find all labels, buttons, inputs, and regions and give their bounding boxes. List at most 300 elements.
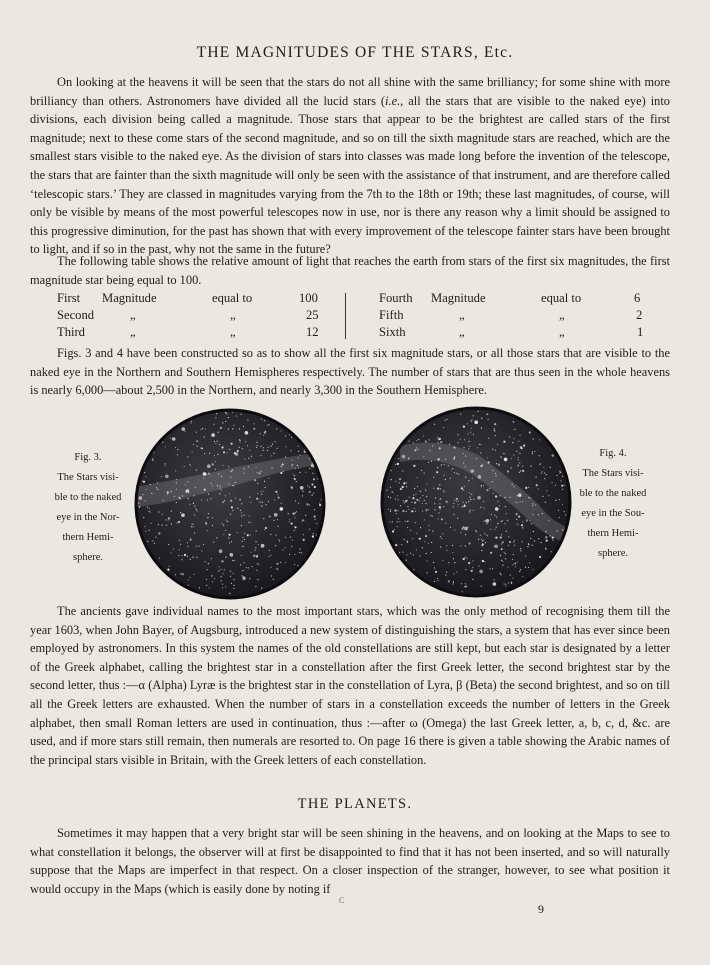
star (175, 447, 176, 448)
star (166, 525, 167, 526)
star (539, 455, 540, 456)
star (251, 456, 252, 457)
star (207, 517, 208, 518)
star (231, 443, 233, 445)
star (532, 451, 533, 452)
star (528, 497, 529, 498)
star (268, 447, 269, 448)
star (309, 529, 310, 530)
star (555, 500, 556, 501)
star (419, 538, 421, 540)
star (212, 581, 213, 582)
star (386, 490, 387, 491)
star (392, 492, 393, 493)
star (516, 519, 517, 520)
star (161, 525, 162, 526)
star (203, 544, 204, 545)
star (157, 489, 158, 490)
star (494, 428, 495, 429)
star (473, 510, 474, 511)
star (187, 481, 188, 482)
star (562, 489, 563, 490)
star (145, 531, 146, 532)
star (440, 498, 441, 499)
star (472, 478, 473, 479)
star (507, 520, 508, 521)
star (293, 474, 294, 475)
planets-paragraph: Sometimes it may happen that a very bright star will be seen shining in the heavens, and on looking at the Maps to see to what constellation it belongs, the observer will at first be disappointed to find that it has not been inserted, and so will naturally suppose that the Maps are imperfect in that respect. On a closer inspection of the stranger, however, to see what position it would occupy in the Maps (which is easily done by noting if (30, 826, 670, 896)
star (232, 428, 233, 429)
star (304, 451, 306, 453)
star (534, 451, 535, 452)
star (470, 432, 471, 433)
star (462, 526, 464, 528)
star (402, 510, 404, 512)
star (164, 465, 165, 466)
star (562, 529, 563, 530)
star (506, 531, 507, 532)
star (256, 541, 257, 542)
star (469, 446, 470, 447)
star (564, 485, 565, 486)
planets-heading: THE PLANETS. (297, 796, 413, 812)
star (163, 500, 164, 501)
star (478, 411, 479, 412)
star (242, 575, 243, 576)
star (474, 420, 478, 424)
star (223, 525, 224, 526)
star (146, 489, 147, 490)
star (424, 519, 425, 520)
star (465, 477, 466, 478)
star (499, 505, 500, 506)
star (143, 517, 144, 518)
star (496, 517, 497, 518)
star (231, 583, 232, 584)
star (261, 419, 262, 420)
star (261, 544, 265, 548)
star (414, 488, 415, 489)
star (408, 441, 409, 442)
star (248, 522, 249, 523)
star (291, 486, 293, 488)
star (458, 434, 459, 435)
star (149, 508, 150, 509)
star (532, 505, 533, 506)
star (211, 575, 212, 576)
star (306, 503, 308, 505)
star (293, 513, 295, 515)
fig3-caption-line: sphere. (72, 552, 104, 563)
star (532, 514, 533, 515)
star (221, 576, 222, 577)
star (560, 480, 561, 481)
star (288, 513, 289, 514)
star (177, 522, 178, 523)
star (417, 477, 418, 478)
star (462, 506, 463, 507)
star (256, 442, 257, 443)
star (511, 582, 512, 583)
star (316, 534, 317, 535)
star (495, 529, 496, 530)
star (416, 533, 417, 534)
star (242, 448, 243, 449)
star (439, 447, 441, 449)
star (257, 563, 258, 564)
star (180, 512, 181, 513)
star (420, 497, 421, 498)
star (551, 551, 552, 552)
star (402, 470, 403, 471)
star (262, 491, 263, 492)
star (539, 439, 540, 440)
star (483, 501, 484, 502)
star (260, 455, 261, 456)
star (545, 502, 546, 503)
star (158, 532, 160, 534)
star (276, 535, 277, 536)
star (275, 545, 276, 546)
star (289, 554, 290, 555)
star (472, 560, 473, 561)
star (560, 472, 561, 473)
star (218, 570, 219, 571)
star (441, 464, 442, 465)
star (530, 538, 531, 539)
star (478, 539, 479, 540)
star (428, 462, 429, 463)
star (221, 523, 222, 524)
star (464, 586, 466, 588)
star (291, 546, 292, 547)
star (295, 500, 296, 501)
star (312, 535, 314, 537)
star (269, 516, 270, 517)
star (219, 486, 220, 487)
star (211, 483, 212, 484)
star (431, 461, 432, 462)
star (232, 510, 233, 511)
star (225, 412, 226, 413)
star (445, 523, 446, 524)
star (434, 509, 435, 510)
star (441, 538, 442, 539)
star (263, 518, 264, 519)
star (495, 473, 496, 474)
star (278, 497, 280, 499)
fig3-caption-line: The Stars visi- (57, 472, 119, 483)
star (419, 500, 420, 501)
star (473, 434, 474, 435)
star (220, 569, 221, 570)
star (403, 482, 405, 484)
star (397, 495, 398, 496)
magnitude-equal: equal to (541, 291, 582, 305)
star (416, 447, 417, 448)
star (152, 460, 153, 461)
star (448, 580, 450, 582)
star (152, 540, 153, 541)
star (437, 488, 439, 490)
magnitude-order: Fourth (379, 291, 413, 305)
star (513, 554, 514, 555)
star (478, 475, 482, 479)
star (304, 449, 305, 450)
star (237, 508, 238, 509)
star (480, 444, 481, 445)
star (404, 502, 405, 503)
star (468, 501, 469, 502)
star (212, 463, 214, 465)
star (260, 471, 261, 472)
fig4-caption-line: thern Hemi- (587, 528, 639, 539)
star (541, 473, 542, 474)
star (454, 514, 455, 515)
star (526, 519, 528, 521)
star (480, 507, 481, 508)
star (215, 417, 216, 418)
star (211, 558, 212, 559)
star (294, 475, 295, 476)
star (402, 486, 404, 488)
star (232, 412, 233, 413)
magnitude-order: Second (57, 308, 95, 322)
star (493, 582, 497, 586)
star (214, 578, 215, 579)
star (227, 452, 228, 453)
star (530, 498, 531, 499)
star (239, 447, 240, 448)
star (559, 471, 560, 472)
star (193, 495, 194, 496)
star (480, 452, 481, 453)
star (176, 482, 177, 483)
star (468, 448, 469, 449)
star (465, 455, 466, 456)
star (193, 524, 194, 525)
star (309, 487, 310, 488)
star (229, 449, 230, 450)
star (448, 465, 449, 466)
star (522, 521, 523, 522)
star (175, 574, 176, 575)
star (550, 467, 551, 468)
star (194, 532, 195, 533)
star (439, 503, 440, 504)
star (434, 581, 435, 582)
star (477, 496, 481, 500)
star (208, 563, 209, 564)
star (453, 558, 454, 559)
star (443, 490, 444, 491)
star (285, 562, 286, 563)
star (237, 532, 238, 533)
star (498, 464, 500, 466)
star (208, 587, 209, 588)
star (520, 470, 521, 471)
star (434, 424, 435, 425)
star (452, 552, 453, 553)
star (414, 449, 416, 451)
star (264, 481, 265, 482)
star (510, 467, 511, 468)
star (395, 544, 397, 546)
star (268, 501, 269, 502)
star (500, 536, 502, 538)
star (458, 474, 459, 475)
star (469, 493, 470, 494)
star (208, 513, 209, 514)
magnitude-order: Fifth (379, 308, 404, 322)
star (250, 534, 251, 535)
star (516, 513, 518, 515)
star (230, 477, 231, 478)
star (228, 484, 229, 485)
star (461, 487, 463, 489)
star (225, 421, 226, 422)
star (494, 515, 495, 516)
star (224, 500, 225, 501)
star (193, 526, 194, 527)
star (250, 502, 251, 503)
star (458, 501, 459, 502)
star (230, 571, 231, 572)
star (463, 447, 464, 448)
star (302, 519, 303, 520)
star (481, 539, 482, 540)
star (185, 484, 186, 485)
star (410, 530, 411, 531)
star (217, 454, 218, 455)
star (206, 474, 207, 475)
star (199, 587, 200, 588)
star (508, 536, 509, 537)
star (313, 478, 315, 480)
star (450, 527, 451, 528)
star (218, 473, 219, 474)
star (294, 564, 295, 565)
star (523, 445, 525, 447)
star (262, 506, 263, 507)
star (269, 550, 270, 551)
star (546, 540, 548, 542)
star (487, 535, 488, 536)
star (249, 450, 250, 451)
star (546, 490, 547, 491)
star (481, 418, 482, 419)
star (167, 494, 168, 495)
star (520, 446, 522, 448)
star (426, 510, 427, 511)
star (498, 501, 499, 502)
star (150, 512, 151, 513)
star (517, 502, 518, 503)
star (472, 567, 473, 568)
star (208, 494, 209, 495)
star (225, 586, 226, 587)
star (448, 562, 449, 563)
star (215, 461, 216, 462)
star (399, 521, 400, 522)
star (434, 567, 435, 568)
star (279, 540, 280, 541)
star (422, 495, 423, 496)
star (482, 543, 484, 545)
star (207, 530, 208, 531)
star (481, 485, 482, 486)
star (402, 455, 406, 459)
star (492, 481, 493, 482)
star (508, 582, 509, 583)
star (460, 413, 461, 414)
star (276, 428, 277, 429)
star (505, 553, 506, 554)
star (390, 487, 391, 488)
star (222, 422, 223, 423)
star (545, 548, 546, 549)
star (260, 433, 261, 434)
star (214, 455, 215, 456)
star (428, 543, 429, 544)
star (280, 562, 281, 563)
star (500, 573, 501, 574)
magnitude-equal: equal to (212, 291, 253, 305)
star (486, 523, 487, 524)
star (298, 503, 299, 504)
magnitude-value: 25 (306, 308, 319, 322)
star (432, 531, 433, 532)
star (233, 425, 234, 426)
star (231, 541, 232, 542)
star (528, 487, 529, 488)
star (177, 449, 178, 450)
star (427, 572, 428, 573)
star (424, 500, 425, 501)
star (435, 571, 437, 573)
star (162, 514, 163, 515)
star (494, 546, 495, 547)
star (228, 466, 229, 467)
star (243, 426, 244, 427)
magnitude-value: 12 (306, 325, 319, 339)
star (299, 552, 300, 553)
star (206, 585, 207, 586)
star (229, 534, 231, 536)
star (522, 501, 523, 502)
star (436, 471, 438, 473)
star (254, 423, 255, 424)
star (234, 452, 236, 454)
star (165, 446, 166, 447)
fig4-caption-line: ble to the naked (579, 488, 647, 499)
star (529, 431, 531, 433)
star (440, 546, 441, 547)
star (421, 470, 422, 471)
star (521, 524, 523, 526)
star (314, 486, 316, 488)
star (249, 578, 250, 579)
star (268, 424, 269, 425)
star (188, 498, 189, 499)
star (204, 489, 206, 491)
star (153, 452, 154, 453)
star (294, 526, 296, 528)
star (542, 513, 543, 514)
star (282, 463, 284, 465)
star (187, 542, 188, 543)
star (484, 521, 485, 522)
